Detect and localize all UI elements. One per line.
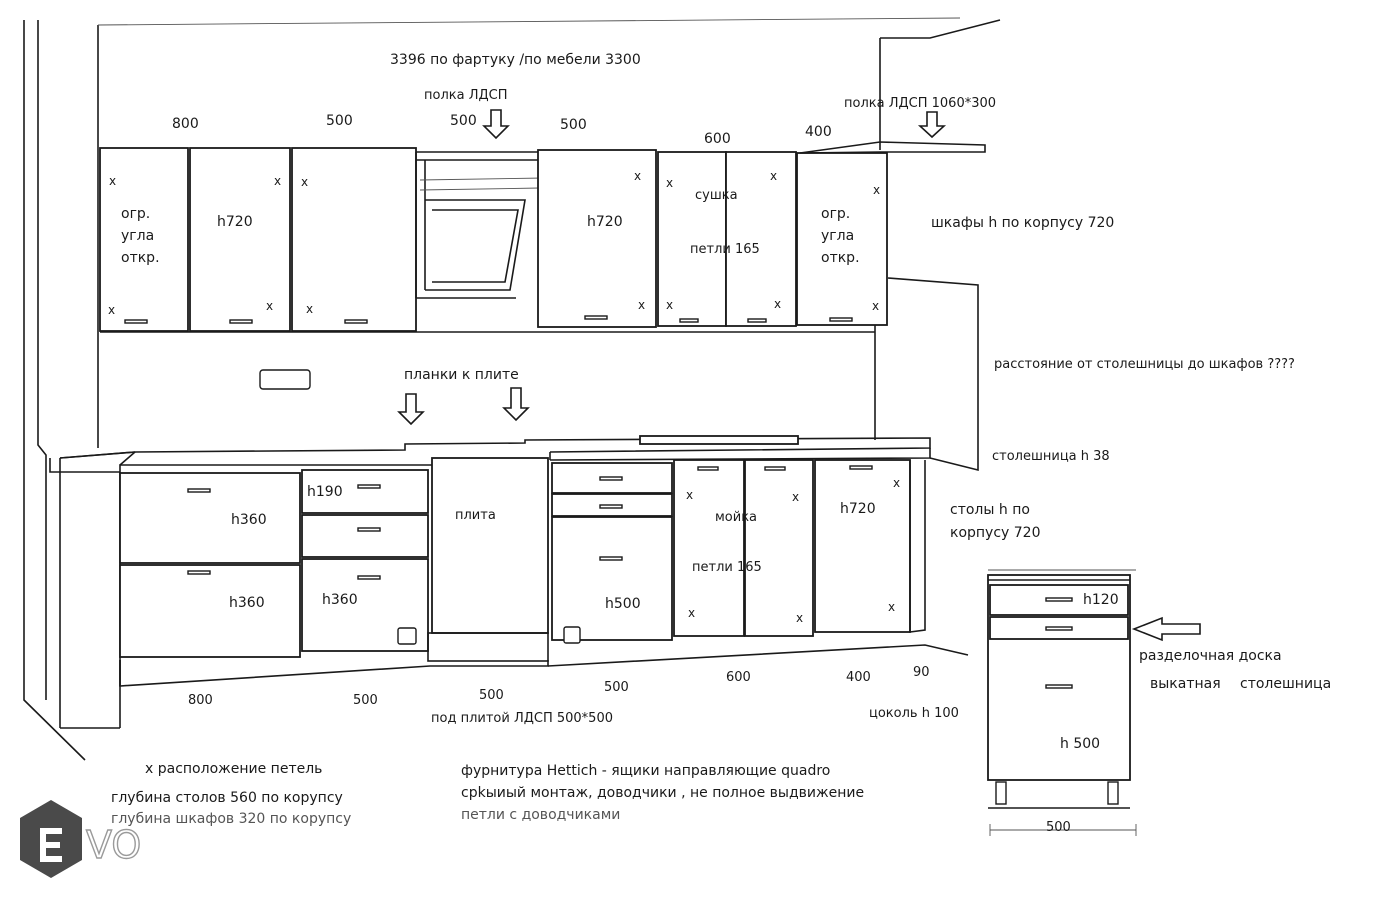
wall-outlet: [260, 370, 310, 389]
plinth-note: цоколь h 100: [869, 706, 959, 721]
drawer-h360-bottom: [120, 565, 300, 657]
svg-text:x: x: [306, 302, 314, 316]
svg-text:x: x: [796, 611, 804, 625]
svg-text:x: x: [638, 298, 646, 312]
door-h500: [552, 517, 672, 640]
svg-text:h360: h360: [231, 512, 267, 528]
cooktop-cover: [640, 436, 798, 444]
svg-text:x: x: [688, 606, 696, 620]
dim-lower-4: 500: [604, 680, 629, 695]
arrow-left-icon: [1134, 618, 1200, 640]
gap-note: расстояние от столешницы до шкафов ????: [994, 357, 1295, 372]
pullout-note-2: столешница: [1240, 676, 1332, 692]
overall-width: 3396 по фартуку /по мебели 3300: [390, 52, 641, 68]
countertop-note: столешница h 38: [992, 449, 1110, 464]
svg-text:h190: h190: [307, 484, 343, 500]
svg-text:h120: h120: [1083, 592, 1119, 608]
depth-base-note: глубина столов 560 по корупсу: [111, 790, 343, 806]
svg-text:500: 500: [1046, 820, 1071, 835]
dim-lower-2: 500: [353, 693, 378, 708]
hardware-note-1: фурнитура Hettich - ящики направляющие quadro: [461, 763, 831, 779]
shelf-1060: [800, 142, 985, 153]
svg-text:x: x: [301, 175, 309, 189]
svg-text:x: x: [266, 299, 274, 313]
stove-strips-note: планки к плите: [404, 367, 519, 383]
svg-text:откр.: откр.: [821, 250, 860, 266]
hexagon-logo-icon: [20, 800, 82, 878]
svg-text:x: x: [792, 490, 800, 504]
dim-lower-1: 800: [188, 693, 213, 708]
upper-dryer-right: [726, 152, 796, 326]
pullout-note-1: выкатная: [1150, 676, 1221, 692]
drawer-h360-top: [120, 473, 300, 563]
svg-text:столы h по: столы h по: [950, 502, 1030, 518]
dim-upper-1: 800: [172, 116, 199, 132]
shelf-right-note: полка ЛДСП 1060*300: [844, 96, 997, 111]
svg-text:x: x: [893, 476, 901, 490]
svg-text:x: x: [108, 303, 116, 317]
svg-text:x: x: [666, 176, 674, 190]
cutting-board-note: разделочная доска: [1139, 648, 1282, 664]
dim-lower-5: 600: [726, 670, 751, 685]
svg-text:VO: VO: [86, 823, 142, 867]
upper-height-note: шкафы h по корпусу 720: [931, 215, 1115, 231]
under-stove-note: под плитой ЛДСП 500*500: [431, 711, 613, 726]
dim-lower-6: 400: [846, 670, 871, 685]
dim-lower-7: 90: [913, 665, 930, 680]
svg-text:огр.: огр.: [121, 206, 151, 222]
svg-text:угла: угла: [821, 228, 855, 244]
base-cabinets: [120, 458, 968, 686]
arrow-down-icon: [504, 388, 528, 420]
arrow-down-icon: [920, 112, 944, 137]
dim-upper-3: 500: [450, 113, 477, 129]
svg-text:h720: h720: [587, 214, 623, 230]
stove: [432, 458, 548, 633]
sink-door-left: [674, 460, 744, 636]
svg-text:угла: угла: [121, 228, 155, 244]
sink-door-right: [745, 460, 813, 636]
dim-upper-6: 400: [805, 124, 832, 140]
svg-text:h500: h500: [605, 596, 641, 612]
svg-text:откр.: откр.: [121, 250, 160, 266]
svg-text:x: x: [774, 297, 782, 311]
svg-text:x: x: [686, 488, 694, 502]
svg-text:мойка: мойка: [715, 510, 758, 525]
dim-upper-2: 500: [326, 113, 353, 129]
svg-text:плита: плита: [455, 508, 496, 523]
legend-hinges: x расположение петель: [145, 761, 323, 777]
dim-lower-3: 500: [479, 688, 504, 703]
arrow-down-icon: [484, 110, 508, 138]
drawer-small: [302, 515, 428, 557]
shelf-note: полка ЛДСП: [424, 88, 508, 103]
svg-text:x: x: [274, 174, 282, 188]
dim-upper-4: 500: [560, 117, 587, 133]
svg-text:огр.: огр.: [821, 206, 851, 222]
svg-text:петли 165: петли 165: [690, 242, 760, 257]
svg-text:h360: h360: [229, 595, 265, 611]
svg-text:x: x: [109, 174, 117, 188]
svg-text:петли 165: петли 165: [692, 560, 762, 575]
svg-text:h720: h720: [217, 214, 253, 230]
svg-text:x: x: [872, 299, 880, 313]
svg-text:корпусу 720: корпусу 720: [950, 525, 1041, 541]
svg-text:h 500: h 500: [1060, 736, 1101, 752]
svg-text:h360: h360: [322, 592, 358, 608]
dim-upper-5: 600: [704, 131, 731, 147]
hardware-note-2: срkыиый монтаж, доводчики , не полное выдвижение: [461, 785, 865, 801]
svg-text:x: x: [770, 169, 778, 183]
svg-text:сушка: сушка: [695, 188, 738, 203]
svg-text:x: x: [888, 600, 896, 614]
depth-upper-note: глубина шкафов 320 по корупсу: [111, 811, 352, 827]
svg-text:x: x: [666, 298, 674, 312]
svg-text:h720: h720: [840, 501, 876, 517]
hardware-note-3: петли с доводчиками: [461, 807, 621, 823]
svg-text:x: x: [634, 169, 642, 183]
arrow-down-icon: [399, 394, 423, 424]
detail-cabinet: [988, 570, 1136, 836]
open-shelf-dryer: [416, 152, 545, 298]
svg-text:x: x: [873, 183, 881, 197]
